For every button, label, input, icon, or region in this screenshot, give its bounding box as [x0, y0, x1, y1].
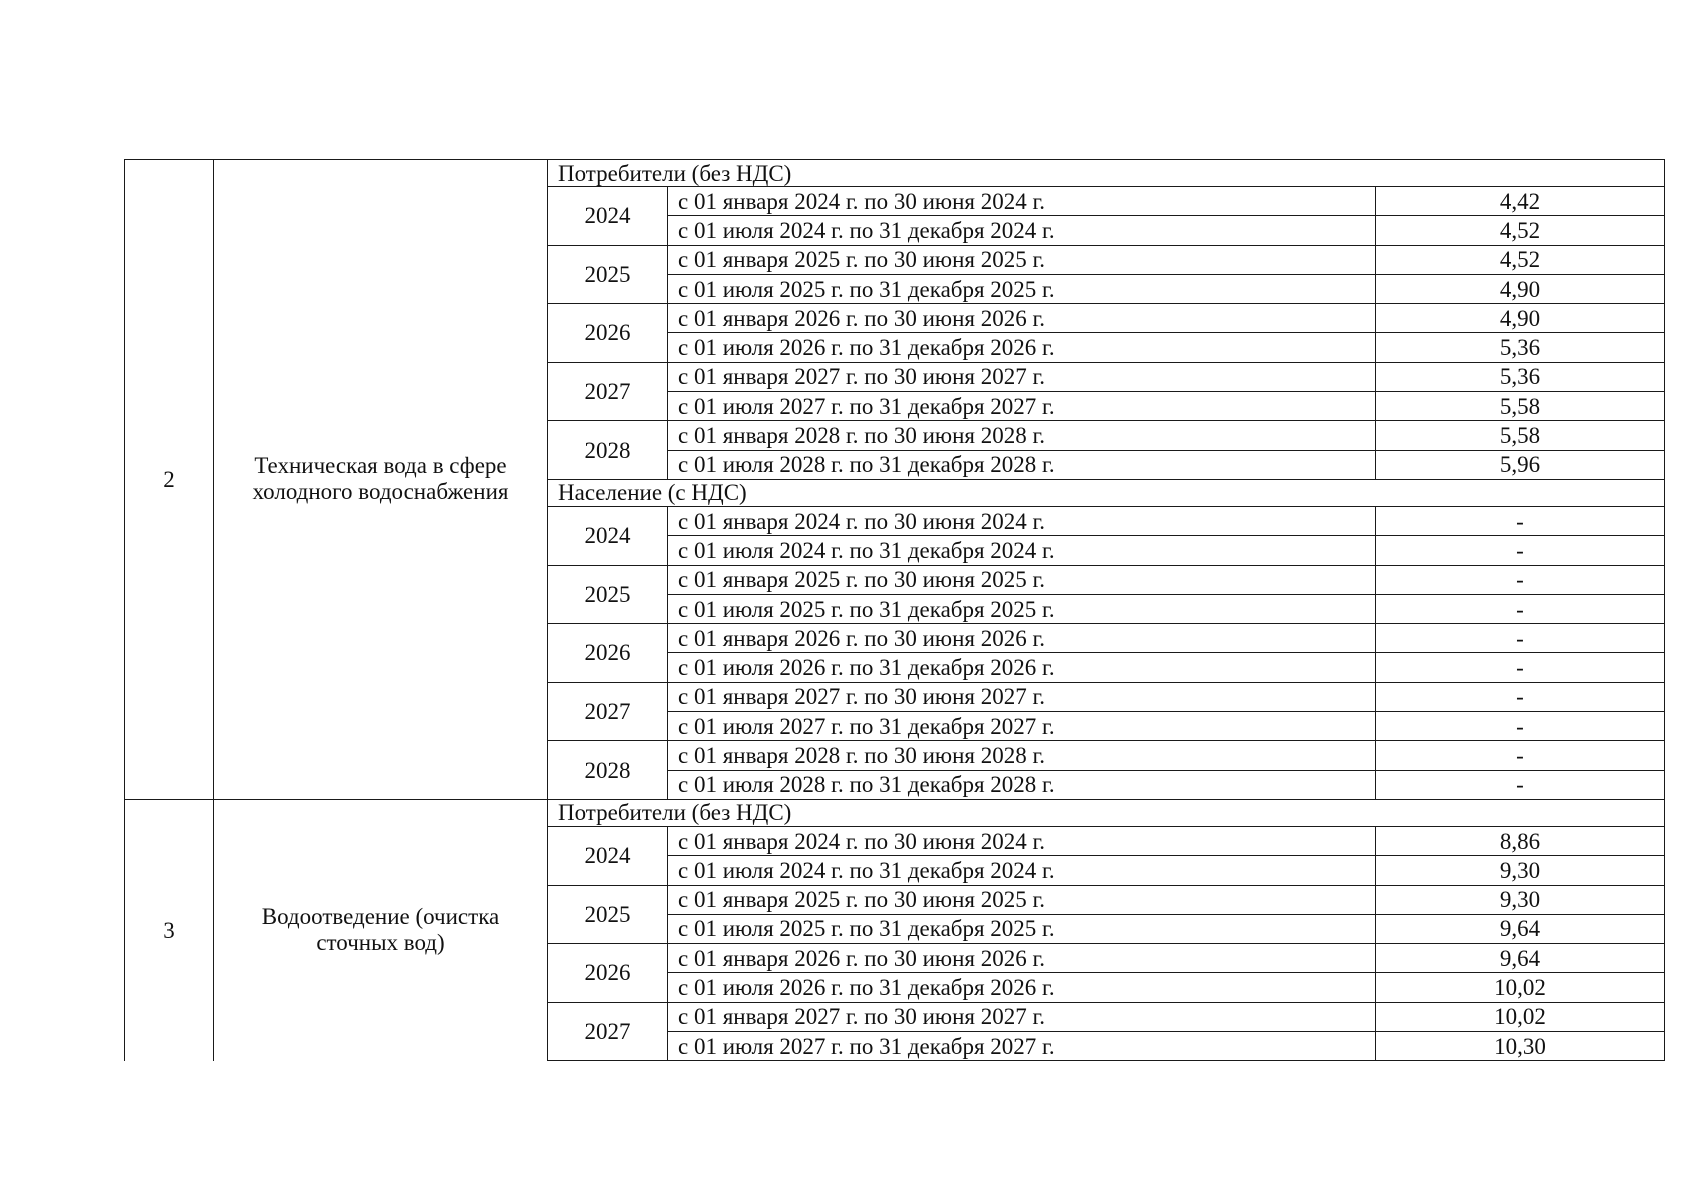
tariff-value: 4,90: [1376, 274, 1665, 303]
period-cell: с 01 июля 2027 г. по 31 декабря 2027 г.: [668, 712, 1376, 741]
period-cell: с 01 января 2028 г. по 30 июня 2028 г.: [668, 741, 1376, 770]
tariff-value: 5,58: [1376, 421, 1665, 450]
tariff-value: 4,52: [1376, 216, 1665, 245]
service-number: 2: [125, 160, 214, 800]
tariff-value: 10,02: [1376, 973, 1665, 1002]
tariff-value: 9,30: [1376, 856, 1665, 885]
tariff-value: -: [1376, 741, 1665, 770]
group-header-row: [125, 160, 1665, 187]
period-cell: с 01 июля 2024 г. по 31 декабря 2024 г.: [668, 536, 1376, 565]
tariff-table: [124, 159, 1665, 1061]
period-cell: с 01 января 2027 г. по 30 июня 2027 г.: [668, 362, 1376, 391]
period-cell: с 01 января 2027 г. по 30 июня 2027 г.: [668, 682, 1376, 711]
period-cell: с 01 января 2026 г. по 30 июня 2026 г.: [668, 304, 1376, 333]
year-cell: 2028: [548, 421, 668, 480]
tariff-value: 9,30: [1376, 885, 1665, 914]
period-cell: с 01 января 2025 г. по 30 июня 2025 г.: [668, 565, 1376, 594]
consumer-group-label: Потребители (без НДС): [548, 160, 1665, 187]
year-cell: 2025: [548, 565, 668, 624]
year-cell: 2026: [548, 944, 668, 1003]
year-cell: 2028: [548, 741, 668, 800]
period-cell: с 01 июля 2027 г. по 31 декабря 2027 г.: [668, 1032, 1376, 1061]
period-cell: с 01 июля 2026 г. по 31 декабря 2026 г.: [668, 653, 1376, 682]
year-cell: 2027: [548, 362, 668, 421]
tariff-value: 5,96: [1376, 450, 1665, 479]
period-cell: с 01 января 2025 г. по 30 июня 2025 г.: [668, 885, 1376, 914]
tariff-value: -: [1376, 565, 1665, 594]
tariff-value: -: [1376, 712, 1665, 741]
period-cell: с 01 июля 2026 г. по 31 декабря 2026 г.: [668, 333, 1376, 362]
tariff-value: -: [1376, 536, 1665, 565]
period-cell: с 01 июля 2024 г. по 31 декабря 2024 г.: [668, 216, 1376, 245]
tariff-value: 4,52: [1376, 245, 1665, 274]
tariff-value: -: [1376, 594, 1665, 623]
period-cell: с 01 января 2026 г. по 30 июня 2026 г.: [668, 624, 1376, 653]
period-cell: с 01 июля 2025 г. по 31 декабря 2025 г.: [668, 914, 1376, 943]
period-cell: с 01 января 2025 г. по 30 июня 2025 г.: [668, 245, 1376, 274]
tariff-value: 8,86: [1376, 826, 1665, 855]
tariff-value: 5,36: [1376, 362, 1665, 391]
tariff-value: -: [1376, 770, 1665, 799]
year-cell: 2027: [548, 682, 668, 741]
group-header-row: [125, 799, 1665, 826]
period-cell: с 01 июля 2027 г. по 31 декабря 2027 г.: [668, 392, 1376, 421]
tariff-table-body: [125, 160, 1665, 1061]
tariff-value: 5,58: [1376, 392, 1665, 421]
tariff-value: 10,30: [1376, 1032, 1665, 1061]
period-cell: с 01 июля 2025 г. по 31 декабря 2025 г.: [668, 594, 1376, 623]
period-cell: с 01 января 2024 г. по 30 июня 2024 г.: [668, 506, 1376, 535]
tariff-value: -: [1376, 624, 1665, 653]
period-cell: с 01 июля 2028 г. по 31 декабря 2028 г.: [668, 450, 1376, 479]
service-name: Водоотведение (очистка сточных вод): [214, 799, 548, 1060]
period-cell: с 01 июля 2024 г. по 31 декабря 2024 г.: [668, 856, 1376, 885]
period-cell: с 01 января 2024 г. по 30 июня 2024 г.: [668, 187, 1376, 216]
year-cell: 2026: [548, 624, 668, 683]
period-cell: с 01 января 2028 г. по 30 июня 2028 г.: [668, 421, 1376, 450]
year-cell: 2024: [548, 826, 668, 885]
period-cell: с 01 января 2024 г. по 30 июня 2024 г.: [668, 826, 1376, 855]
year-cell: 2025: [548, 885, 668, 944]
year-cell: 2025: [548, 245, 668, 304]
period-cell: с 01 июля 2025 г. по 31 декабря 2025 г.: [668, 274, 1376, 303]
period-cell: с 01 июля 2026 г. по 31 декабря 2026 г.: [668, 973, 1376, 1002]
service-number: 3: [125, 799, 214, 1060]
tariff-value: -: [1376, 506, 1665, 535]
year-cell: 2026: [548, 304, 668, 363]
year-cell: 2027: [548, 1002, 668, 1061]
tariff-value: -: [1376, 653, 1665, 682]
tariff-value: 5,36: [1376, 333, 1665, 362]
year-cell: 2024: [548, 187, 668, 246]
period-cell: с 01 января 2027 г. по 30 июня 2027 г.: [668, 1002, 1376, 1031]
year-cell: 2024: [548, 506, 668, 565]
tariff-value: 9,64: [1376, 914, 1665, 943]
consumer-group-label: Население (с НДС): [548, 479, 1665, 506]
tariff-value: 4,42: [1376, 187, 1665, 216]
period-cell: с 01 июля 2028 г. по 31 декабря 2028 г.: [668, 770, 1376, 799]
tariff-value: 10,02: [1376, 1002, 1665, 1031]
service-name: Техническая вода в сфере холодного водоснабжения: [214, 160, 548, 800]
tariff-value: -: [1376, 682, 1665, 711]
period-cell: с 01 января 2026 г. по 30 июня 2026 г.: [668, 944, 1376, 973]
consumer-group-label: Потребители (без НДС): [548, 799, 1665, 826]
tariff-value: 4,90: [1376, 304, 1665, 333]
tariff-value: 9,64: [1376, 944, 1665, 973]
